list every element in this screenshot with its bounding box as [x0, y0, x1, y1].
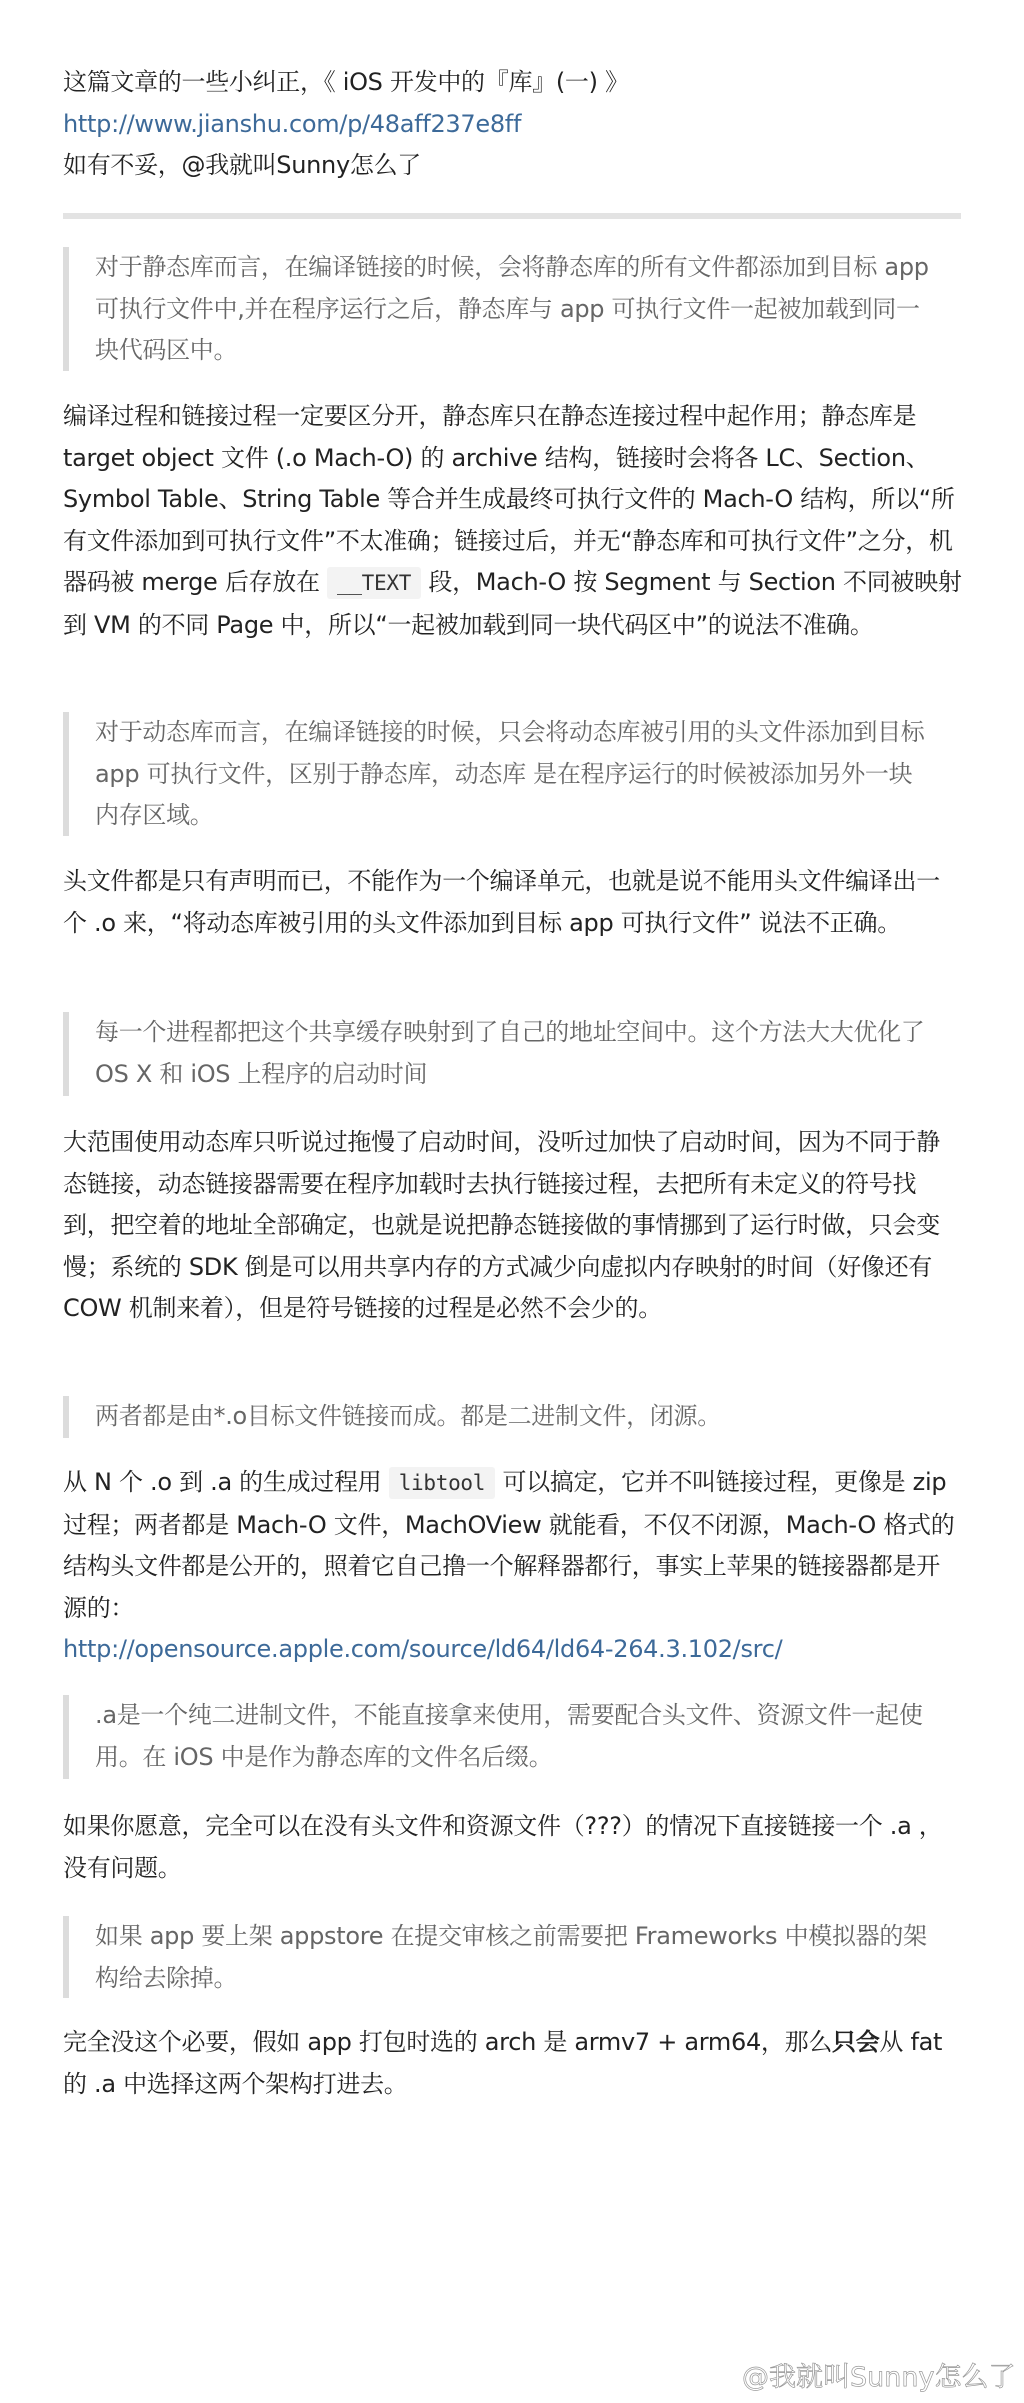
intro-title: 这篇文章的一些小纠正，《 iOS 开发中的『库』(一) 》	[63, 68, 629, 96]
paragraph-text: 可以搞定，它并不叫链接过程，更像是 zip 过程；两者都是 Mach-O 文件，MachOView 就能看，不仅不闭源，Mach-O 格式的结构头文件都是公开的，照着它自己撸一个解释器都行，事实上苹果的链接器都是开源的：	[63, 1468, 955, 1622]
quote-text: 对于动态库而言，在编译链接的时候，只会将动态库被引用的头文件添加到目标 app 可执行文件，区别于静态库，动态库 是在程序运行的时候被添加另外一块内存区域。	[95, 718, 925, 829]
blockquote-dot-a-file	[63, 1695, 961, 1779]
paragraph-header-files: 头文件都是只有声明而已，不能作为一个编译单元，也就是说不能用头文件编译出一个 .o 来，“将动态库被引用的头文件添加到目标 app 可执行文件” 说法不正确。	[63, 867, 940, 937]
code-text-segment: __TEXT	[327, 567, 421, 599]
paragraph-text: 从 N 个 .o 到 .a 的生成过程用	[63, 1468, 389, 1496]
intro-link-line	[63, 104, 963, 146]
quote-text: 每一个进程都把这个共享缓存映射到了自己的地址空间中。这个方法大大优化了 OS X 和 iOS 上程序的启动时间	[95, 1018, 925, 1088]
paragraph-link-directly: 如果你愿意，完全可以在没有头文件和资源文件（???）的情况下直接链接一个 .a ，没有问题。	[63, 1812, 943, 1882]
blockquote-shared-cache	[63, 1012, 961, 1096]
intro-mention: 如有不妥，@我就叫Sunny怎么了	[63, 151, 421, 179]
quote-text: 如果 app 要上架 appstore 在提交审核之前需要把 Frameworks 中模拟器的架构给去除掉。	[95, 1922, 927, 1992]
weibo-watermark: @我就叫Sunny怎么了	[742, 2362, 1016, 2393]
bold-emphasis: 只会	[832, 2028, 880, 2056]
quote-text: 两者都是由*.o目标文件链接而成。都是二进制文件，闭源。	[95, 1402, 721, 1430]
blockquote-dynamic-library	[63, 712, 961, 836]
section-divider	[63, 213, 961, 219]
opensource-apple-link[interactable]: http://opensource.apple.com/source/ld64/ld64-264.3.102/src/	[63, 1635, 783, 1663]
paragraph-text: 编译过程和链接过程一定要区分开，静态库只在静态连接过程中起作用；静态库是 target object 文件 (.o Mach-O) 的 archive 结构，链接时会将各 LC、Section、Symbol Table、String Table 等合并生成最终可执行文件的 Mach-O 结构，所以“所有文件添加到可执行文件”不太准确；链接过后，并无“静态库和可执行文件”之分，机器码被 merge 后存放在	[63, 402, 955, 596]
blockquote-static-library	[63, 247, 961, 371]
quote-text: 对于静态库而言，在编译链接的时候，会将静态库的所有文件都添加到目标 app 可执行文件中,并在程序运行之后，静态库与 app 可执行文件一起被加载到同一块代码区中。	[95, 253, 929, 364]
paragraph-text: 完全没这个必要，假如 app 打包时选的 arch 是 armv7 + arm64，那么	[63, 2028, 833, 2056]
paragraph-compile-link	[63, 396, 963, 646]
paragraph-text: 段，Mach-O 按 Segment 与 Section 不同被映射到 VM 的不同 Page 中，所以“一起被加载到同一块代码区中”的说法不准确。	[63, 568, 962, 639]
quote-text: .a是一个纯二进制文件，不能直接拿来使用，需要配合头文件、资源文件一起使用。在 iOS 中是作为静态库的文件名后缀。	[95, 1701, 923, 1771]
jianshu-link[interactable]: http://www.jianshu.com/p/48aff237e8ff	[63, 110, 522, 138]
blockquote-appstore	[63, 1916, 961, 1998]
paragraph-libtool	[63, 1462, 963, 1671]
blockquote-object-files	[63, 1396, 961, 1438]
paragraph-architectures	[63, 2022, 963, 2105]
paragraph-startup-time: 大范围使用动态库只听说过拖慢了启动时间，没听过加快了启动时间，因为不同于静态链接，动态链接器需要在程序加载时去执行链接过程，去把所有未定义的符号找到，把空着的地址全部确定，也就是说把静态链接做的事情挪到了运行时做，只会变慢；系统的 SDK 倒是可以用共享内存的方式减少向虚拟内存映射的时间（好像还有 COW 机制来着），但是符号链接的过程是必然不会少的。	[63, 1128, 940, 1322]
paragraph-text: 从 fat 的 .a 中选择这两个架构打进去。	[63, 2028, 943, 2098]
code-libtool: libtool	[389, 1467, 495, 1499]
